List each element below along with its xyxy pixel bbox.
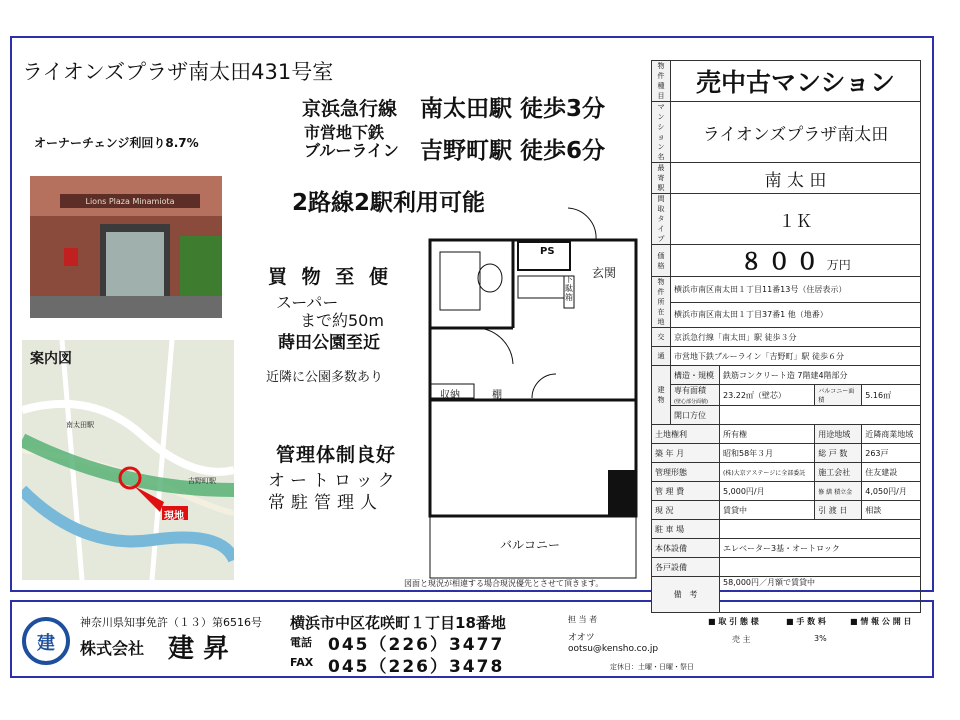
mgmt-form-label: 管理形態: [652, 463, 720, 482]
structure-label: 構造・規模: [671, 366, 720, 385]
structure-value: 鉄筋コンクリート造 7階建4階部分: [720, 366, 921, 385]
area-value: 23.22㎡（壁芯）: [720, 385, 815, 406]
builder-value: 住友建設: [862, 463, 921, 482]
fee-label: ■ 手 数 料: [786, 617, 826, 626]
staff-name: オオツ: [568, 633, 595, 643]
remarks-label1: 備: [673, 590, 682, 599]
layout-label: 間取タイプ: [652, 194, 671, 245]
zoning-label: 用途地域: [815, 425, 862, 444]
guide-map: [22, 340, 234, 580]
spec-table: [651, 60, 921, 613]
owner-change-yield: オーナーチェンジ利回り8.7%: [34, 136, 199, 150]
station-label: 最寄駅: [652, 163, 671, 194]
autolock: オートロック: [268, 471, 400, 491]
fax-label: FAX: [290, 656, 314, 669]
line2-station: 吉野町駅 徒歩6分: [420, 138, 606, 164]
transport-line1: 京浜急行線「南太田」駅 徒歩３分: [671, 328, 921, 347]
company-prefix: 株式会社: [80, 639, 145, 658]
building-label1: 建: [657, 386, 665, 394]
company-address: 横浜市中区花咲町１丁目18番地: [290, 614, 506, 632]
status-label: 現 況: [652, 501, 720, 520]
handover-label: 引 渡 日: [815, 501, 862, 520]
plan-balcony: バルコニー: [500, 538, 561, 552]
area-sublabel: (壁心部分面積): [674, 399, 708, 405]
balcony-area-value: 5.16㎡: [862, 385, 921, 406]
svg-text:Lions Plaza Minamiota: Lions Plaza Minamiota: [85, 197, 175, 206]
built-value: 昭和58年３月: [720, 444, 815, 463]
svg-text:建: 建: [37, 633, 55, 654]
building-photo: [30, 176, 222, 318]
address-label: 物件所在地: [652, 277, 671, 328]
line1-name: 京浜急行線: [302, 98, 398, 120]
line1-station: 南太田駅 徒歩3分: [420, 96, 606, 122]
station-value: 南 太 田: [671, 163, 921, 194]
mgmt-form-value: (株)大京アステージに全部委託: [720, 463, 815, 482]
super-label: スーパー: [276, 293, 339, 312]
type-label: 物件種目: [652, 61, 671, 102]
plan-storage: 収納: [440, 390, 460, 401]
facility-label: 本体設備: [652, 539, 720, 558]
holiday: 定休日：土曜・日曜・祭日: [610, 663, 694, 671]
fee-value: 3%: [814, 634, 827, 643]
two-lines-note: 2路線2駅利用可能: [292, 190, 486, 216]
plan-genkan: 玄関: [592, 266, 617, 280]
type-value: 売中古マンション: [671, 61, 921, 102]
super-distance: まで約50m: [300, 311, 384, 330]
map-heading: 案内図: [30, 351, 72, 367]
opening-label: 開口方位: [671, 406, 720, 425]
utilities-label: 各戸設備: [652, 558, 720, 577]
builder-label: 施工会社: [815, 463, 862, 482]
staff-label: 担 当 者: [568, 615, 598, 624]
status-value: 賃貸中: [720, 501, 815, 520]
mgmt-fee-label: 管 理 費: [652, 482, 720, 501]
line2-name-b: ブルーライン: [304, 141, 399, 160]
transport-label2: 通: [652, 347, 671, 366]
staff-email[interactable]: ootsu@kensho.co.jp: [568, 644, 659, 654]
land-right-value: 所有権: [720, 425, 815, 444]
built-label: 築 年 月: [652, 444, 720, 463]
shopping-title: 買 物 至 便: [268, 266, 392, 288]
page-title: ライオンズプラザ南太田431号室: [22, 60, 334, 84]
deal-value: 売 主: [732, 635, 751, 644]
name-value: ライオンズプラザ南太田: [671, 102, 921, 163]
resident-manager: 常駐管理人: [268, 493, 383, 513]
plan-shoebox: 下駄箱: [565, 275, 573, 302]
repair-value: 4,050円/月: [862, 482, 921, 501]
company-logo: [22, 614, 70, 668]
price-unit: 万円: [826, 258, 851, 272]
zoning-value: 近隣商業地域: [862, 425, 921, 444]
area-label: 専有面積: [674, 386, 706, 395]
line2-name: [304, 124, 399, 160]
map-site-label: 現地: [164, 511, 184, 522]
management-good: 管理体制良好: [276, 444, 397, 466]
price-value: ８００: [740, 250, 825, 275]
fax-number: 045（226）3478: [328, 657, 505, 677]
line2-name-a: 市営地下鉄: [304, 123, 385, 142]
handover-value: 相談: [862, 501, 921, 520]
tel-label: 電話: [290, 636, 312, 649]
units-label: 総 戸 数: [815, 444, 862, 463]
transport-line2: 市営地下鉄ブルーライン「吉野町」駅 徒歩６分: [671, 347, 921, 366]
map-yoshino-label: 吉野町駅: [188, 477, 216, 485]
balcony-area-label: バルコニー面 積: [815, 385, 862, 406]
parking-label: 駐 車 場: [652, 520, 720, 539]
address-line1: 横浜市南区南太田１丁目11番13号（住居表示）: [671, 277, 921, 303]
land-right-label: 土地権利: [652, 425, 720, 444]
tel-number: 045（226）3477: [328, 635, 505, 655]
floor-plan: [418, 188, 644, 582]
layout-value: １Ｋ: [671, 194, 921, 245]
park-nearby: 蒔田公園至近: [278, 333, 380, 353]
map-station-label: 南太田駅: [66, 421, 94, 429]
info-date-label: ■ 情 報 公 開 日: [850, 617, 912, 626]
plan-note: 図面と現況が相違する場合現況優先とさせて頂きます。: [404, 579, 604, 588]
transport-label1: 交: [652, 328, 671, 347]
facility-value: エレベーター3基・オートロック: [720, 539, 921, 558]
units-value: 263戸: [862, 444, 921, 463]
mgmt-fee-value: 5,000円/月: [720, 482, 815, 501]
address-line2: 横浜市南区南太田１丁目37番1 他（地番）: [671, 302, 921, 328]
remarks-label2: 考: [689, 590, 698, 599]
company-name: 建 昇: [168, 634, 230, 664]
repair-label: 修 繕 積立金: [815, 482, 862, 501]
deal-label: ■ 取 引 態 様: [708, 617, 759, 626]
price-label: 価格: [652, 245, 671, 277]
plan-ps: PS: [540, 246, 555, 257]
name-label: マンション名: [652, 102, 671, 163]
parks-many: 近隣に公園多数あり: [266, 370, 384, 385]
building-label2: 物: [657, 396, 665, 404]
remarks-value: 58,000円／月額で賃貸中: [720, 577, 921, 613]
license-number: 神奈川県知事免許（１３）第6516号: [80, 616, 262, 629]
plan-shelf: 棚: [492, 390, 502, 401]
